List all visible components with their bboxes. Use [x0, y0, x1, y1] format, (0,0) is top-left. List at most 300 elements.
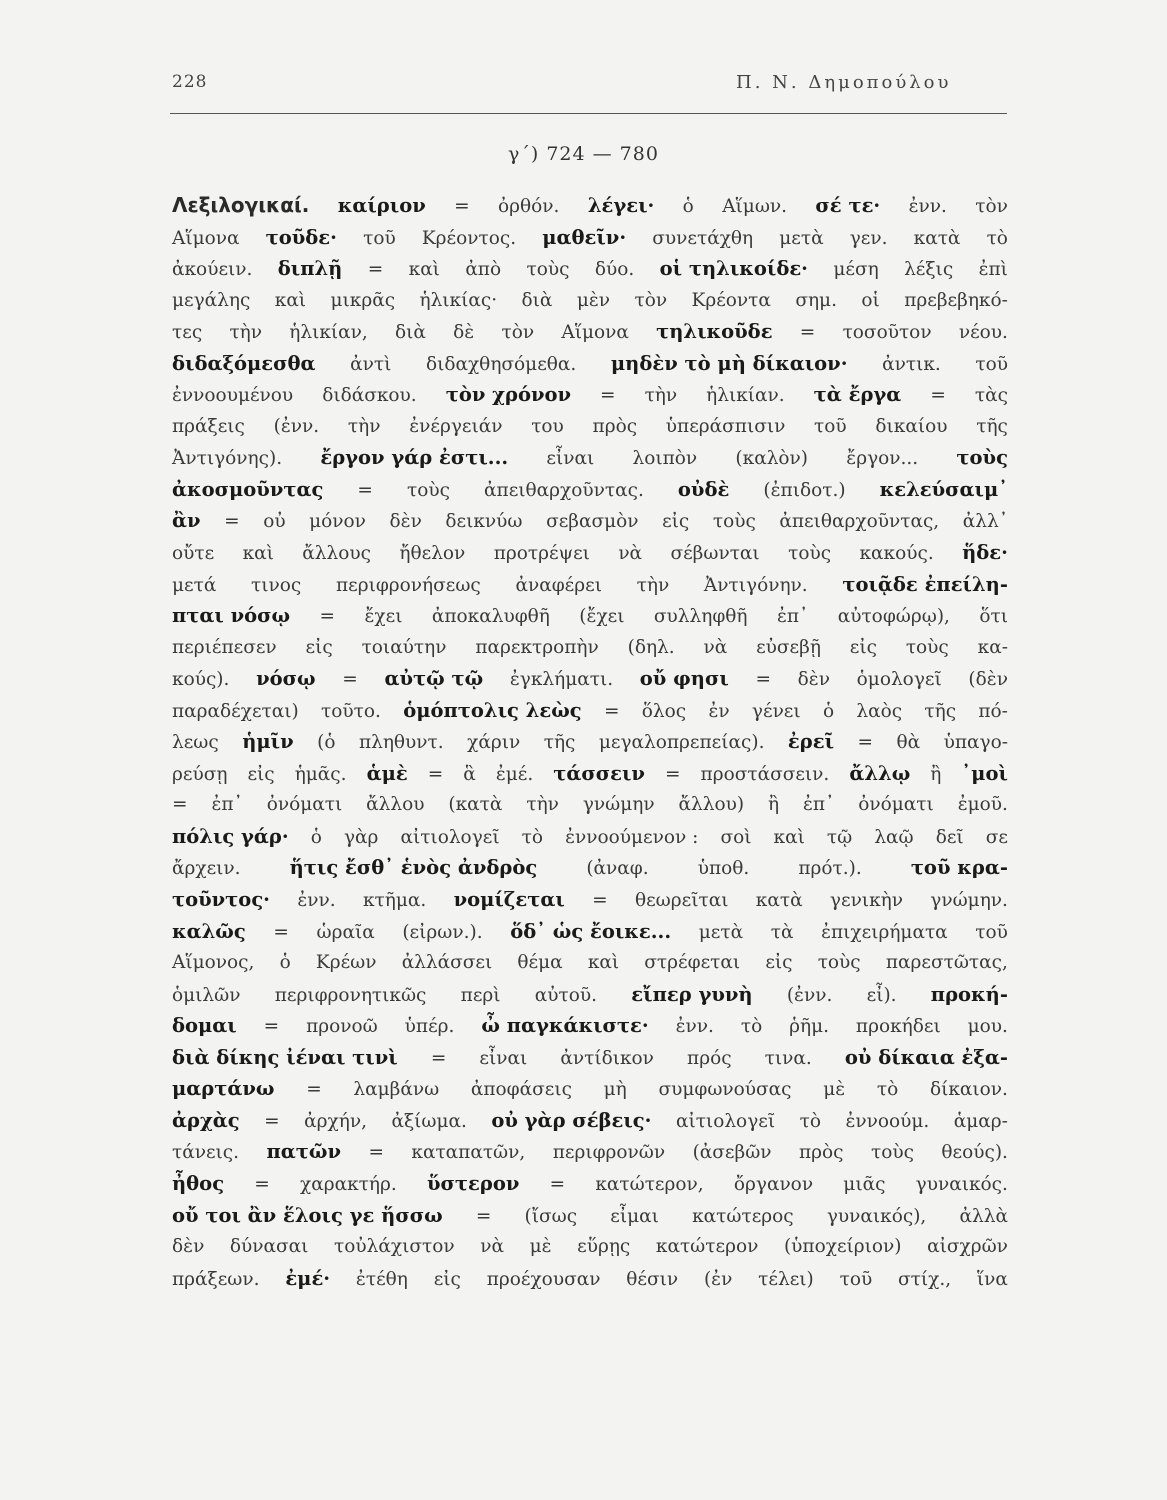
word: εἶμαι [610, 1205, 659, 1227]
word: ἵνα [976, 1268, 1008, 1290]
word: τοὺς [788, 543, 832, 565]
word: τοὺς [407, 479, 450, 501]
word: πρὸς [798, 1142, 844, 1164]
headword: διπλῇ [277, 257, 343, 281]
word: = [319, 606, 336, 628]
word: γὰρ [343, 826, 379, 848]
text-line [172, 821, 1008, 853]
word: ὁμολογεῖ [856, 669, 942, 691]
word: τοῦ [363, 227, 396, 249]
word: κατώτερον, [595, 1173, 704, 1195]
text-line [172, 1010, 1008, 1042]
word: γνώμην [582, 794, 655, 816]
text-line [172, 569, 1008, 601]
word: εὕρῃς [577, 1236, 631, 1258]
word: αἰτιολογεῖ [400, 826, 500, 848]
headword: νομίζεται [453, 888, 565, 912]
word: = [799, 322, 816, 344]
text-line [172, 474, 1008, 506]
word: αἰσχρῶν [927, 1236, 1008, 1258]
word: ὑπέρ. [404, 1016, 455, 1038]
word: ἐνέργειάν [409, 415, 503, 437]
word: τοὺς [905, 636, 949, 658]
word: ἄλλου [366, 794, 425, 816]
word: δικαίου [875, 415, 948, 437]
running-title: Π. Ν. Δημοπούλου [736, 72, 952, 93]
headword: οἱ τηλικοίδε· [659, 257, 808, 281]
word: καὶ [242, 543, 274, 565]
word: τάνεις. [172, 1142, 240, 1164]
headword: τηλικοῦδε [656, 320, 773, 344]
word: = [930, 385, 946, 407]
word: Κρέοντα [691, 289, 771, 311]
word: εἶναι [546, 448, 595, 470]
headword: πατῶν [266, 1140, 341, 1164]
headword: σέ τε· [815, 194, 881, 217]
headword: οὐ γὰρ σέβεις· [491, 1108, 652, 1132]
word: ὁ [682, 196, 694, 217]
headword: καίριον [337, 194, 426, 217]
word: = [254, 1173, 270, 1195]
headword: ὁμόπτολις λεὼς [403, 698, 582, 722]
word: ῥῆμ. [789, 1016, 829, 1038]
word: δὲν [797, 669, 830, 691]
headword: ἀρχὰς [172, 1108, 240, 1132]
headword: τὰ ἔργα [813, 383, 902, 407]
word: ἐπιχειρήματα [821, 921, 948, 943]
word: τῆς [543, 732, 576, 754]
word: ἐννοουμένου [172, 385, 294, 407]
word: πρεβεβηκό- [904, 289, 1008, 311]
headword: οὔ φησι [639, 667, 729, 691]
word: ἀπειθαρχοῦντας. [484, 479, 644, 501]
word: αὐτοῦ. [534, 984, 598, 1006]
word: ἡμᾶς. [294, 763, 347, 785]
word: πράξεις [172, 415, 245, 437]
text-line [172, 316, 1008, 348]
word: εἰς [247, 763, 275, 785]
text-line [172, 979, 1008, 1011]
word: προτρέψει [493, 543, 590, 565]
word: χάριν [467, 732, 521, 754]
headword: ἡμῖν [242, 730, 294, 754]
word: Κρέοντος. [421, 227, 517, 249]
word: γενικὴν [829, 890, 903, 912]
word: ἐνν. [297, 890, 336, 912]
word: μιᾶς [843, 1173, 886, 1195]
word: (δὲν [968, 669, 1008, 691]
word: ὁ [310, 826, 322, 848]
text-line [172, 726, 1008, 758]
word: κακούς. [859, 543, 934, 565]
word: ἡλικίας· [419, 289, 498, 311]
word: ἡλικίαν. [706, 385, 785, 407]
word: μέση [833, 259, 879, 281]
word: = [475, 1205, 492, 1227]
word: = [430, 1047, 447, 1069]
word: κατὰ [913, 227, 961, 249]
text-line [172, 285, 1008, 317]
word: ἐνν. [908, 196, 947, 217]
word: δεῖ [935, 826, 964, 848]
headword: οὐ δίκαια ἐξα- [844, 1045, 1008, 1069]
headword: μηδὲν τὸ μὴ δίκαιον· [610, 351, 848, 375]
section-heading: γ΄) 724 — 780 [508, 143, 659, 165]
word: ἤθελον [399, 543, 466, 565]
word: τὸν [634, 289, 668, 311]
word: τοῦ [839, 1268, 873, 1290]
word: ὀνόματι [266, 794, 343, 816]
word: ἀναφέρει [515, 574, 602, 596]
word: μὲν [576, 289, 611, 311]
word: τὰ [770, 921, 794, 943]
word: ἐμοῦ. [957, 794, 1008, 816]
word: προκήδει [855, 1016, 941, 1038]
headword: προκή- [930, 982, 1008, 1006]
page-number: 228 [172, 72, 208, 92]
word: ὁμιλῶν [172, 984, 241, 1006]
word: Κρέων [315, 952, 377, 974]
word: πρότ.). [798, 858, 862, 880]
word: τὴν [644, 385, 678, 407]
headword: τοιᾷδε ἐπείλη- [842, 572, 1008, 596]
text-line [172, 663, 1008, 695]
word: Αἵμονα [172, 227, 240, 249]
headword: ὦ παγκάκιστε· [481, 1014, 649, 1038]
word: περιφρονητικῶς [274, 984, 427, 1006]
word: τῆς [924, 700, 957, 722]
headword: μαθεῖν· [542, 225, 627, 249]
word: ὑπαγο- [943, 732, 1008, 754]
word: εἰς [849, 636, 877, 658]
text-line [172, 600, 1008, 632]
word: τοῦ [975, 921, 1008, 943]
text-line [172, 789, 1008, 821]
word: θὰ [896, 732, 921, 754]
word: προνοῶ [306, 1016, 378, 1038]
word: οὐ [263, 511, 286, 533]
word: ἁμαρ- [953, 1110, 1008, 1132]
word: ἐπὶ [978, 259, 1008, 281]
word: = [603, 700, 620, 722]
headword: ἀκοσμοῦντας [172, 477, 324, 501]
word: νὰ [618, 543, 643, 565]
word: πό- [978, 700, 1008, 722]
word: γένει [751, 700, 801, 722]
word: τοιαύτην [361, 636, 447, 658]
word: Αἵμονα [561, 322, 629, 344]
text-line [172, 442, 1008, 474]
word: λέξις [904, 259, 954, 281]
headword: Λεξιλογικαί. [172, 193, 310, 217]
word: ἐνν. [675, 1016, 714, 1038]
word: (ἀναφ. [586, 858, 649, 880]
word: ἃ [463, 763, 476, 785]
headword: ἐμέ· [285, 1266, 331, 1290]
headword: ᾽μοὶ [961, 761, 1008, 785]
word: τες [172, 322, 203, 344]
word: ἀλλ᾽ [962, 511, 1008, 533]
word: = [368, 1142, 384, 1164]
word: ἀπειθαρχοῦντας, [779, 511, 940, 533]
word: εἶ). [866, 984, 897, 1006]
page-header [170, 72, 1010, 102]
word: τὴν [636, 574, 670, 596]
word: μικρᾶς [330, 289, 396, 311]
word: τινος [251, 574, 302, 596]
word: ὅτι [979, 606, 1008, 628]
word: = [549, 1173, 566, 1195]
headword: δομαι [172, 1014, 237, 1038]
word: γεν. [849, 227, 888, 249]
word: συλληφθῆ [653, 606, 748, 628]
text-line [172, 947, 1008, 979]
word: τῆς [976, 415, 1008, 437]
headword: τοὺς [956, 446, 1008, 470]
word: λαῷ [874, 826, 914, 848]
word: σε [985, 826, 1008, 848]
word: παρεκτροπὴν [475, 636, 599, 658]
word: ὑποθ. [697, 858, 750, 880]
word: ἐννοούμενον : [565, 826, 699, 848]
word: τοὐλάχιστον [334, 1236, 455, 1258]
word: καὶ [408, 259, 440, 281]
word: τοῦ [814, 415, 847, 437]
word: μετὰ [779, 227, 824, 249]
word: ἀκούειν. [172, 259, 253, 281]
word: λεως [172, 732, 219, 754]
word: γυναικός. [915, 1173, 1008, 1195]
text-line [172, 190, 1008, 222]
word: εἰς [662, 511, 690, 533]
word: δὲν [172, 1236, 205, 1258]
word: ἀξίωμα. [391, 1110, 467, 1132]
word: ἢ [767, 794, 780, 816]
word: κτῆμα. [362, 890, 427, 912]
word: εἰς [305, 636, 333, 658]
headword: ἁμὲ [366, 761, 408, 785]
headword: ὕστερον [426, 1171, 520, 1195]
word: (ἀσεβῶν [692, 1142, 772, 1164]
word: αὐτοφώρῳ), [837, 606, 950, 628]
word: ὁ [822, 700, 835, 722]
word: (κατὰ [448, 794, 503, 816]
word: ἐπ᾽ [803, 794, 835, 816]
word: κούς). [172, 669, 230, 691]
word: τὰς [974, 385, 1008, 407]
word: λαμβάνω [353, 1079, 440, 1101]
word: μὲ [823, 1079, 846, 1101]
word: = [357, 479, 373, 501]
text-line [172, 253, 1008, 285]
word: (καλὸν) [735, 448, 809, 470]
word: καταπατῶν, [411, 1142, 526, 1164]
word: Ἀντιγόνην. [703, 574, 808, 596]
word: Αἵμων. [722, 196, 788, 217]
word: τὸν [975, 196, 1008, 217]
word: θεωρεῖται [634, 890, 729, 912]
word: δίκαιον. [929, 1079, 1008, 1101]
word: προστάσσειν. [700, 763, 830, 785]
text-line [172, 1073, 1008, 1105]
word: τὸ [876, 1079, 899, 1101]
word: ἄλλους [302, 543, 371, 565]
word: τοὺς [526, 259, 570, 281]
text-line [172, 379, 1008, 411]
word: διὰ [521, 289, 553, 311]
word: = [172, 794, 188, 816]
word: πληθυντ. [358, 732, 444, 754]
word: περιέπεσεν [172, 636, 277, 658]
word: δύο. [594, 259, 635, 281]
word: ὀρθόν. [498, 196, 560, 217]
word: ἐν [708, 700, 730, 722]
headword: τοῦ κρα- [910, 856, 1008, 880]
word: τὸ [521, 826, 544, 848]
word: καὶ [587, 952, 620, 974]
word: κα- [977, 636, 1008, 658]
word: τοσοῦτον [842, 322, 932, 344]
word: μόνον [309, 511, 366, 533]
word: τοῦ [975, 353, 1008, 375]
headword: ἂν [172, 509, 201, 533]
word: του [531, 415, 564, 437]
headword: μαρτάνω [172, 1077, 275, 1101]
headword: διὰ δίκης ἰέναι τινὶ [172, 1045, 398, 1069]
word: τῷ [826, 826, 853, 848]
word: διδαχθησόμεθα. [425, 353, 577, 375]
headword: καλῶς [172, 919, 246, 943]
word: = [665, 763, 681, 785]
word: γυναικός), [826, 1205, 927, 1227]
header-rule [170, 113, 1007, 114]
glossary-text [172, 190, 1008, 1294]
text-line [172, 1200, 1008, 1232]
word: ἡλικίαν, [289, 322, 368, 344]
headword: λέγει· [587, 194, 655, 217]
word: εἰς [433, 1268, 461, 1290]
text-line [172, 1042, 1008, 1074]
word: τὸ [740, 1016, 763, 1038]
word: μὲ [529, 1236, 552, 1258]
word: δὲν [389, 511, 422, 533]
word: δύνασαι [229, 1236, 309, 1258]
word: ἄρχειν. [172, 858, 241, 880]
word: καὶ [274, 289, 307, 311]
word: σοὶ [720, 826, 752, 848]
word: ρεύσῃ [172, 763, 228, 785]
word: ἀρχήν, [304, 1110, 367, 1132]
word: (ἐνν. [786, 984, 833, 1006]
word: (δηλ. [627, 636, 675, 658]
word: αἰτιολογεῖ [675, 1110, 776, 1132]
headword: τάσσειν [553, 761, 645, 785]
word: τοὺς [817, 952, 861, 974]
word: ἐπ᾽ [776, 606, 809, 628]
word: = [224, 511, 240, 533]
word: θεούς). [941, 1142, 1008, 1164]
headword: ὅδ᾽ ὡς ἔοικε... [510, 919, 672, 943]
word: διὰ [395, 322, 426, 344]
word: μου. [967, 1016, 1008, 1038]
word: = [367, 259, 384, 281]
word: μεγαλοπρεπείας). [598, 732, 765, 754]
word: ἐγκλήματι. [509, 669, 614, 691]
word: σεβασμὸν [546, 511, 639, 533]
headword: οὔ τοι ἂν ἕλοις γε ἥσσω [172, 1203, 443, 1227]
word: στρέφεται [644, 952, 741, 974]
text-line [172, 348, 1008, 380]
word: τὸ [799, 1110, 821, 1132]
headword: αὐτῷ τῷ [384, 667, 484, 691]
word: = [600, 385, 616, 407]
word: γνώμην. [930, 890, 1008, 912]
text-line [172, 411, 1008, 443]
word: ἔχει [364, 606, 403, 628]
word: μὴ [603, 1079, 627, 1101]
word: ὁ [279, 952, 291, 974]
word: = [427, 763, 444, 785]
word: τὴν [526, 794, 559, 816]
word: νὰ [703, 636, 728, 658]
word: μετά [172, 574, 217, 596]
word: ἐμέ. [495, 763, 534, 785]
word: τὴν [347, 415, 381, 437]
word: Ἀντιγόνης). [172, 448, 283, 470]
headword: εἴπερ γυνὴ [631, 982, 753, 1006]
word: οὔτε [172, 543, 215, 565]
word: ἐπ᾽ [211, 794, 243, 816]
word: στίχ., [898, 1268, 952, 1290]
text-line [172, 1231, 1008, 1263]
word: ὅλος [641, 700, 687, 722]
word: θέμα [517, 952, 563, 974]
word: (ἴσως [524, 1205, 578, 1227]
word: λοιπὸν [632, 448, 698, 470]
word: (ὁ [317, 732, 336, 754]
word: ἀπὸ [465, 259, 502, 281]
word: δεικνύω [445, 511, 523, 533]
word: νέου. [958, 322, 1008, 344]
text-line [172, 505, 1008, 537]
headword: οὐδὲ [677, 477, 730, 501]
word: τὸν [501, 322, 535, 344]
word: θέσιν [626, 1268, 679, 1290]
word: = [755, 669, 771, 691]
text-line [172, 884, 1008, 916]
word: πράξεων. [172, 1268, 260, 1290]
word: ἀλλάσσει [401, 952, 493, 974]
word: σημ. [795, 289, 837, 311]
word: συνετάχθη [652, 227, 754, 249]
word: ἀποκαλυφθῆ [431, 606, 550, 628]
text-line [172, 222, 1008, 254]
text-line [172, 632, 1008, 664]
word: ἀντίδικον [560, 1047, 654, 1069]
word: σέβωνται [670, 543, 760, 565]
word: (ἐν [703, 1268, 733, 1290]
word: ἔργον... [846, 448, 919, 470]
word: ἀντικ. [882, 353, 941, 375]
word: πρὸς [592, 415, 638, 437]
word: ἀποφάσεις [470, 1079, 572, 1101]
word: τινα. [764, 1047, 812, 1069]
text-line [172, 1168, 1008, 1200]
word: ὀνόματι [858, 794, 934, 816]
headword: ἥτις ἔσθ᾽ ἑνὸς ἀνδρὸς [289, 856, 538, 880]
word: ἀλλὰ [959, 1205, 1008, 1227]
word: εὐσεβῇ [756, 636, 821, 658]
